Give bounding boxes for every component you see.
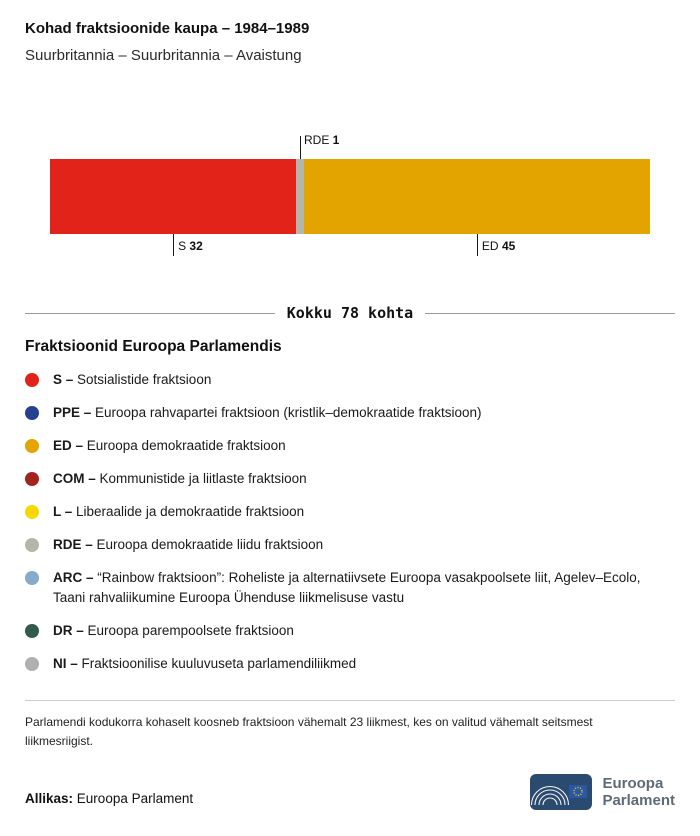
legend-dot-com	[25, 472, 39, 486]
bar-label-text: ED 45	[481, 239, 516, 253]
legend-dot-s	[25, 373, 39, 387]
ep-logo	[530, 774, 675, 810]
legend-item-com	[25, 469, 675, 489]
legend-item-ppe	[25, 403, 675, 423]
legend-item-dr	[25, 621, 675, 641]
legend-label: COM – Kommunistide ja liitlaste fraktsioon	[53, 471, 307, 486]
legend-dot-ni	[25, 657, 39, 671]
total-divider-left	[25, 313, 275, 314]
bar-segment-rde	[296, 159, 304, 234]
bar-label-tick	[477, 234, 478, 256]
legend-heading: Fraktsioonid Euroopa Parlamendis	[25, 338, 282, 355]
page-title: Kohad fraktsioonide kaupa – 1984–1989	[25, 20, 310, 37]
legend-item-s	[25, 370, 675, 390]
legend-label: L – Liberaalide ja demokraatide fraktsioon	[53, 504, 305, 519]
legend-item-ni	[25, 654, 675, 674]
legend-item-rde	[25, 535, 675, 555]
bar-label-tick	[173, 234, 174, 256]
legend-label: DR – Euroopa parempoolsete fraktsioon	[53, 623, 294, 638]
bar-segment-s	[50, 159, 296, 234]
legend-list	[25, 370, 675, 674]
legend-label: PPE – Euroopa rahvapartei fraktsioon (kristlik–demokraatide fraktsioon)	[53, 405, 482, 420]
ep-logo-line2: Parlament	[602, 792, 675, 810]
total-row	[25, 304, 675, 322]
legend-dot-ed	[25, 439, 39, 453]
ep-logo-text	[602, 775, 675, 809]
source-value: Euroopa Parlament	[76, 791, 194, 807]
legend-label: S – Sotsialistide fraktsioon	[53, 372, 212, 387]
source-line	[25, 791, 193, 806]
chart-area	[50, 134, 650, 262]
bar-segment-ed	[304, 159, 650, 234]
source-label: Allikas:	[25, 791, 74, 807]
legend-label: NI – Fraktsioonilise kuuluvuseta parlamendiliikmed	[53, 656, 357, 671]
legend-item-l	[25, 502, 675, 522]
stacked-bar	[50, 159, 650, 234]
legend-label: RDE – Euroopa demokraatide liidu fraktsioon	[53, 537, 324, 552]
total-divider-right	[425, 313, 675, 314]
bar-label-tick	[300, 136, 301, 159]
ep-logo-icon	[530, 774, 592, 810]
legend-dot-ppe	[25, 406, 39, 420]
bar-label-text: RDE 1	[304, 133, 340, 147]
legend-dot-l	[25, 505, 39, 519]
legend-dot-dr	[25, 624, 39, 638]
footer	[25, 774, 675, 810]
legend-dot-arc	[25, 571, 39, 585]
bar-label-text: S 32	[178, 239, 203, 253]
legend-item-arc	[25, 568, 675, 608]
legend-label: ED – Euroopa demokraatide fraktsioon	[53, 438, 286, 453]
total-label: Kokku 78 kohta	[286, 304, 414, 322]
legend-label: ARC – “Rainbow fraktsioon”: Roheliste ja alternatiivsete Euroopa vasakpoolsete liit, Agelev–Ecolo, Taani rahvaliikumine Euroopa Ühenduse liikmelisuse vastu	[53, 570, 641, 605]
ep-logo-line1: Euroopa	[602, 775, 664, 793]
legend-dot-rde	[25, 538, 39, 552]
footnote: Parlamendi kodukorra kohaselt koosneb fraktsioon vähemalt 23 liikmest, kes on valitud vähemalt seitsmest liikmesriigist.	[25, 715, 593, 748]
legend-item-ed	[25, 436, 675, 456]
page-subtitle: Suurbritannia – Suurbritannia – Avaistung	[25, 47, 302, 64]
footnote-divider	[25, 700, 675, 701]
